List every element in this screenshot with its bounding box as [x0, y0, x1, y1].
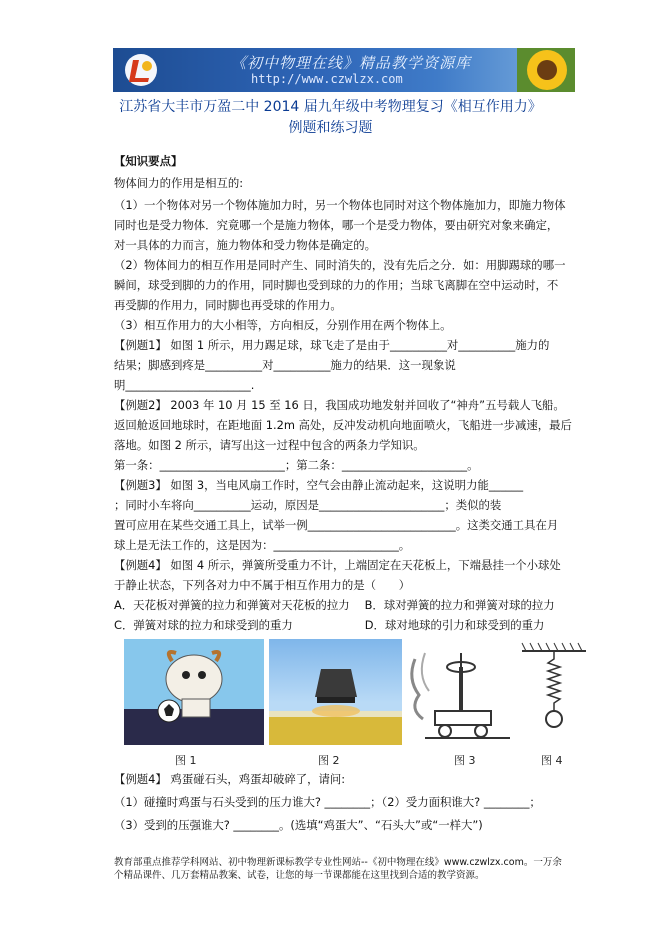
banner-title: 《初中物理在线》精品教学资源库 [231, 54, 472, 72]
body-line: 再受脚的作用力，同时脚也再受球的作用力。 [114, 298, 342, 312]
body-line: 对一具体的力而言，施力物体和受力物体是确定的。 [114, 238, 376, 252]
question-line: 结果；脚感到疼是__________对__________施力的结果．这一现象说 [114, 358, 456, 372]
question-line: （1）碰撞时鸡蛋与石头受到的压力谁大? ________；（2）受力面积谁大? ________； [114, 795, 541, 809]
question-line: ；同时小车将向__________运动，原因是______________________；类似的装 [114, 498, 502, 512]
body-line: 同时也是受力物体．究竟哪一个是施力物体，哪一个是受力物体，要由研究对象来确定， [114, 218, 559, 232]
footer-line: 个精品课件、几万套精品教案、试卷，让您的每一节课都能在这里找到合适的教学资源。 [114, 870, 485, 881]
figure-caption: 图 4 [541, 754, 563, 767]
site-logo-icon [123, 52, 159, 88]
question-line: 第一条：______________________；第二条：______________________。 [114, 458, 479, 472]
question-line: 【例题4】 如图 4 所示，弹簧所受重力不计，上端固定在天花板上，下端悬挂一个小球处 [114, 558, 561, 572]
sunflower-icon [517, 48, 575, 92]
question-line: 球上是无法工作的，这是因为：______________________。 [114, 538, 411, 552]
question-line: 置可应用在某些交通工具上，试举一例__________________________。这类交通工具在月 [114, 518, 559, 532]
question-line: 【例题1】 如图 1 所示，用力踢足球，球飞走了是由于__________对__________施力的 [114, 338, 550, 352]
page-title-line1: 江苏省大丰市万盈二中 2014 届九年级中考物理复习《相互作用力》 [119, 99, 542, 115]
figure-caption: 图 1 [175, 754, 197, 767]
option-line: A．天花板对弹簧的拉力和弹簧对天花板的拉力 B．球对弹簧的拉力和弹簧对球的拉力 [114, 598, 555, 612]
header-banner [113, 48, 575, 92]
question-line: 返回舱返回地球时，在距地面 1.2m 高处，反冲发动机向地面喷火，飞船进一步减速，最后 [114, 418, 572, 432]
body-line: 瞬间，球受到脚的力的作用，同时脚也受到球的力的作用；当球飞离脚在空中运动时，不 [114, 278, 559, 292]
body-line: 物体间力的作用是相互的: [114, 176, 244, 190]
question-line: 【例题3】 如图 3，当电风扇工作时，空气会由静止流动起来，这说明力能______ [114, 478, 524, 492]
figure-2-image [269, 639, 402, 745]
figure-caption: 图 3 [454, 754, 476, 767]
figure-caption: 图 2 [318, 754, 340, 767]
question-line: 【例题4】 鸡蛋碰石头，鸡蛋却破碎了，请问: [114, 772, 346, 786]
question-line: 【例题2】 2003 年 10 月 15 至 16 日，我国成功地发射并回收了“神舟”五号载人飞船。 [114, 398, 565, 412]
footer-line: 教育部重点推荐学科网站、初中物理新课标教学专业性网站--《初中物理在线》www.czwlzx.com。一万余 [114, 857, 562, 868]
question-line: 落地。如图 2 所示，请写出这一过程中包含的两条力学知识。 [114, 438, 425, 452]
banner-url: http://www.czwlzx.com [251, 72, 403, 86]
figure-4-image [518, 639, 590, 745]
question-line: 于静止状态，下列各对力中不属于相互作用力的是（ ） [114, 578, 411, 592]
page-title-line2: 例题和练习题 [288, 120, 373, 136]
body-line: （1）一个物体对另一个物体施加力时，另一个物体也同时对这个物体施加力，即施力物体 [114, 198, 566, 212]
question-line: （3）受到的压强谁大? ________。(选填“鸡蛋大”、“石头大”或“一样大”) [114, 818, 483, 832]
body-line: （3）相互作用力的大小相等，方向相反，分别作用在两个物体上。 [114, 318, 452, 332]
figure-3-image [405, 639, 515, 745]
option-line: C．弹簧对球的拉力和球受到的重力 D．球对地球的引力和球受到的重力 [114, 618, 545, 632]
body-line: （2）物体间力的相互作用是同时产生、同时消失的，没有先后之分．如：用脚踢球的哪一 [114, 258, 566, 272]
figure-1-image [124, 639, 264, 745]
section-heading: 【知识要点】 [114, 154, 183, 168]
question-line: 明______________________. [114, 378, 255, 392]
